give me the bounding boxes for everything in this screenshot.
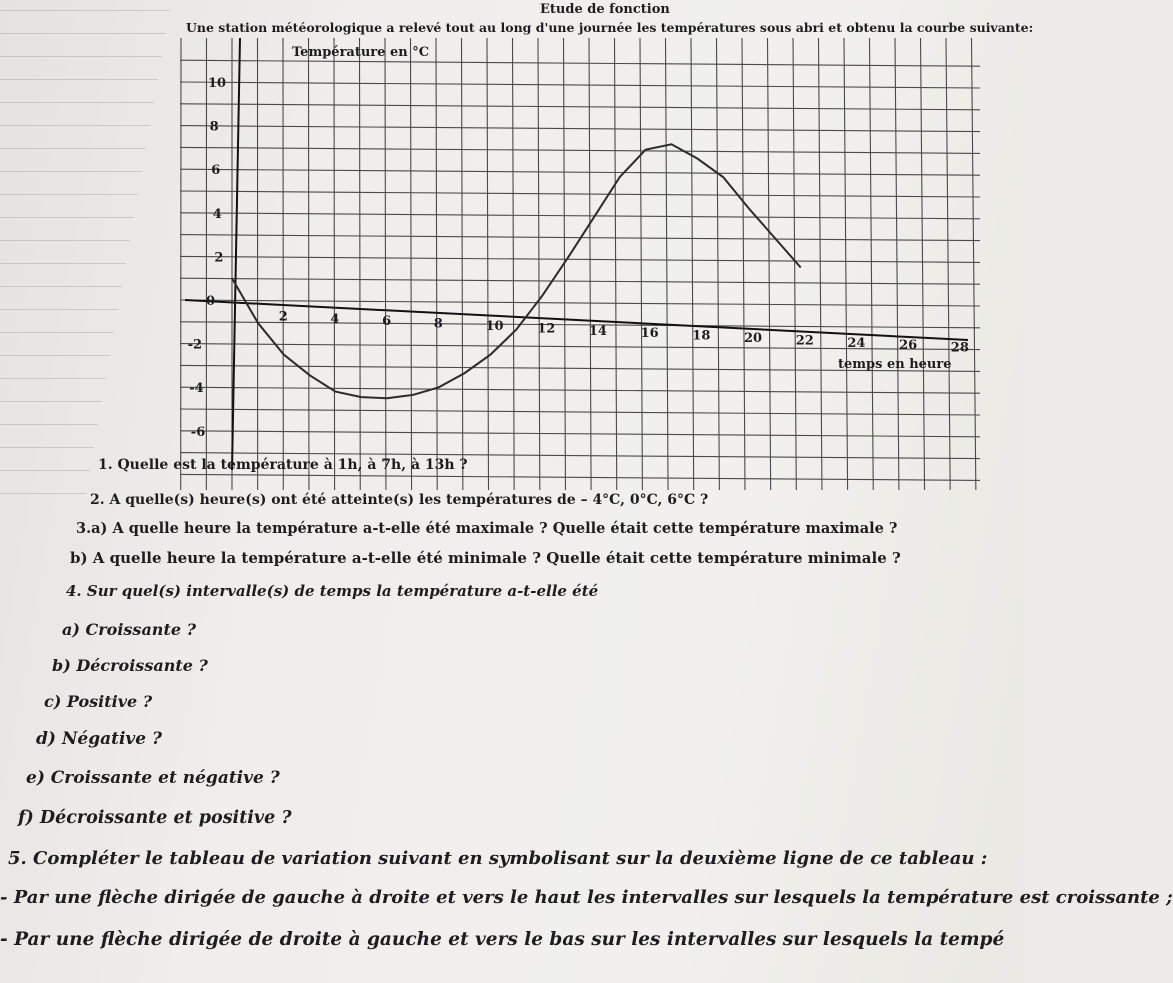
x-tick-label: 8 xyxy=(433,316,443,332)
grid-line-horizontal xyxy=(180,409,980,415)
y-tick-label: -2 xyxy=(187,337,203,353)
x-tick-label: 10 xyxy=(485,319,504,334)
x-tick-label: 2 xyxy=(278,309,288,325)
grid-line-vertical xyxy=(921,38,925,490)
grid-line-vertical xyxy=(844,38,848,490)
grid-line-horizontal xyxy=(180,213,980,219)
grid-line-vertical xyxy=(691,38,694,490)
grid-line-vertical xyxy=(742,38,745,490)
y-axis-label: Température en °C xyxy=(292,45,430,60)
x-tick-label: 12 xyxy=(537,321,556,337)
question-4b: b) Décroissante ? xyxy=(52,656,208,675)
temperature-curve xyxy=(232,144,801,398)
grid-line-horizontal xyxy=(180,126,980,132)
x-axis-label: temps en heure xyxy=(838,357,952,372)
grid-line-vertical xyxy=(972,38,976,490)
y-tick-label: 2 xyxy=(214,250,224,266)
x-tick-label: 16 xyxy=(640,326,659,342)
grid-line-vertical xyxy=(334,38,335,490)
grid-line-vertical xyxy=(640,38,642,490)
question-4a: a) Croissante ? xyxy=(62,620,196,639)
question-2: 2. A quelle(s) heure(s) ont été atteinte(s) les températures de – 4°C, 0°C, 6°C ? xyxy=(90,492,709,508)
x-tick-label: 20 xyxy=(744,331,763,346)
grid-line-horizontal xyxy=(180,104,980,110)
chart-axes xyxy=(185,38,968,470)
x-axis xyxy=(185,300,968,340)
grid-line-horizontal xyxy=(180,147,980,153)
y-tick-label: 4 xyxy=(212,206,222,222)
question-4d: d) Négative ? xyxy=(36,729,162,749)
grid-line-vertical xyxy=(615,38,617,490)
question-4c: c) Positive ? xyxy=(44,692,153,711)
grid-line-vertical xyxy=(946,38,950,490)
grid-line-vertical xyxy=(768,38,771,490)
grid-line-horizontal xyxy=(180,191,980,197)
grid-line-vertical xyxy=(589,38,591,490)
x-tick-label: 6 xyxy=(382,314,392,330)
x-tick-label: 28 xyxy=(950,340,969,356)
grid-line-horizontal xyxy=(180,169,980,175)
intro-text: Une station météorologique a relevé tout au long d'une journée les températures sous abri et obtenu la courbe suivante: xyxy=(186,20,1034,35)
question-1: 1. Quelle est la température à 1h, à 7h, à 13h ? xyxy=(98,457,468,473)
chart-grid xyxy=(180,38,980,490)
grid-line-horizontal xyxy=(180,474,980,480)
y-tick-label: -4 xyxy=(189,381,204,397)
grid-line-vertical xyxy=(793,38,796,490)
x-tick-label: 26 xyxy=(899,338,918,354)
grid-line-vertical xyxy=(895,38,899,490)
grid-line-horizontal xyxy=(180,60,980,66)
question-4: 4. Sur quel(s) intervalle(s) de temps la température a-t-elle été xyxy=(66,582,599,600)
x-tick-label: 22 xyxy=(795,333,814,349)
question-4f: f) Décroissante et positive ? xyxy=(18,808,292,828)
y-tick-label: 8 xyxy=(209,119,219,135)
question-5: 5. Compléter le tableau de variation suivant en symbolisant sur la deuxième ligne de ce tableau : xyxy=(8,848,988,869)
grid-line-vertical xyxy=(819,38,822,490)
y-tick-label: 10 xyxy=(208,76,227,91)
x-tick-label: 14 xyxy=(588,323,607,339)
grid-line-horizontal xyxy=(180,82,980,88)
question-3a: 3.a) A quelle heure la température a-t-elle été maximale ? Quelle était cette température maximale ? xyxy=(76,520,898,537)
grid-line-vertical xyxy=(360,38,361,490)
x-tick-label: 24 xyxy=(847,335,866,351)
y-tick-label: 0 xyxy=(206,294,216,309)
question-5-instruction-2: - Par une flèche dirigée de droite à gauche et vers le bas sur les intervalles sur lesquels la tempé xyxy=(0,929,1005,950)
question-4e: e) Croissante et négative ? xyxy=(26,768,280,788)
y-axis xyxy=(232,38,240,470)
temperature-chart xyxy=(0,0,1024,500)
question-3b: b) A quelle heure la température a-t-elle été minimale ? Quelle était cette température minimale ? xyxy=(70,549,901,567)
grid-line-vertical xyxy=(666,38,669,490)
grid-line-horizontal xyxy=(180,278,980,284)
grid-line-vertical xyxy=(870,38,874,490)
y-tick-label: -6 xyxy=(190,424,206,440)
worksheet-title: Etude de fonction xyxy=(540,2,670,17)
grid-line-horizontal xyxy=(180,256,980,262)
y-tick-label: 6 xyxy=(211,163,221,179)
grid-line-vertical xyxy=(717,38,720,490)
x-tick-label: 18 xyxy=(692,328,711,344)
grid-line-vertical xyxy=(538,38,540,490)
grid-line-horizontal xyxy=(180,431,980,437)
x-tick-label: 4 xyxy=(330,311,340,327)
question-5-instruction-1: - Par une flèche dirigée de gauche à droite et vers le haut les intervalles sur lesquels la température est croissante ; xyxy=(0,887,1173,908)
grid-line-horizontal xyxy=(180,387,980,393)
grid-line-horizontal xyxy=(180,322,980,328)
